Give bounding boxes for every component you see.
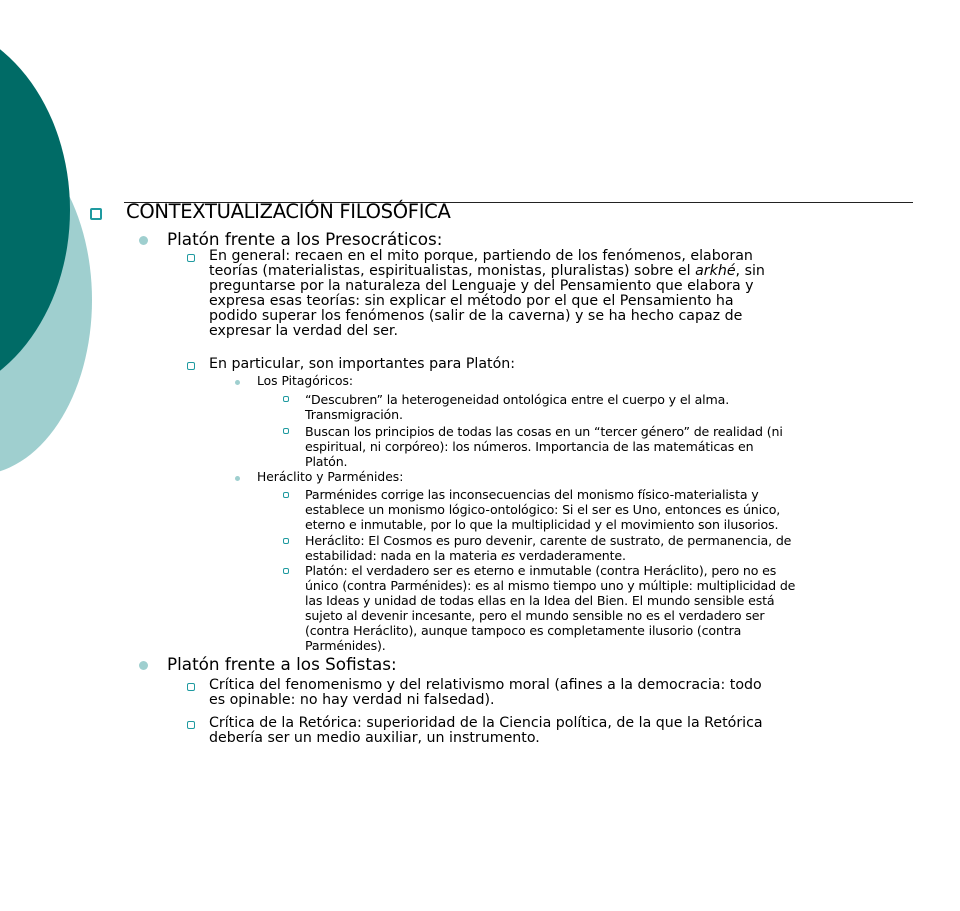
item-pitagoricos: Los Pitagóricos: xyxy=(257,374,354,388)
round-bullet-icon xyxy=(139,661,148,670)
text-line: “Descubren” la heterogeneidad ontológica entre el cuerpo y el alma. xyxy=(305,392,730,407)
text-line: Crítica del fenomenismo y del relativismo moral (afines a la democracia: todo xyxy=(209,677,762,693)
text-line: (contra Heráclito), aunque tampoco es completamente ilusorio (contra xyxy=(305,623,742,638)
text-line: Parménides corrige las inconsecuencias del monismo físico-materialista y xyxy=(305,487,759,502)
square-bullet-icon xyxy=(187,721,195,729)
round-bullet-icon xyxy=(235,476,240,481)
text-line: Platón: el verdadero ser es eterno e inmutable (contra Heráclito), pero no es xyxy=(305,563,777,578)
text-line: sujeto al devenir incesante, pero el mundo sensible no es el verdadero ser xyxy=(305,608,765,623)
square-bullet-icon xyxy=(283,492,289,498)
text-line: expresa esas teorías: sin explicar el método por el que el Pensamiento ha xyxy=(209,293,734,309)
text-line: eterno e inmutable, por lo que la multiplicidad y el movimiento son ilusorios. xyxy=(305,517,779,532)
text-emphasis: arkhé xyxy=(695,263,736,279)
paragraph-pitagoricos-2 xyxy=(305,424,783,469)
item-heraclito-parmenides: Heráclito y Parménides: xyxy=(257,470,404,484)
text-line: establece un monismo lógico-ontológico: Si el ser es Uno, entonces es único, xyxy=(305,502,781,517)
text-line: Parménides). xyxy=(305,638,386,653)
text-line: preguntarse por la naturaleza del Lenguaje y del Pensamiento que elabora y xyxy=(209,278,754,294)
square-bullet-icon xyxy=(187,254,195,262)
text-line: único (contra Parménides): es al mismo tiempo uno y múltiple: multiplicidad de xyxy=(305,578,796,593)
text-line: Crítica de la Retórica: superioridad de la Ciencia política, de la que la Retórica xyxy=(209,715,763,731)
paragraph-parmenides xyxy=(305,487,780,532)
paragraph-particular: En particular, son importantes para Platón: xyxy=(209,356,516,372)
text-line: Transmigración. xyxy=(305,407,403,422)
paragraph-pitagoricos-1 xyxy=(305,392,729,422)
round-bullet-icon xyxy=(235,380,240,385)
round-bullet-icon xyxy=(139,236,148,245)
text-line: podido superar los fenómenos (salir de la caverna) y se ha hecho capaz de xyxy=(209,308,743,324)
square-bullet-icon xyxy=(187,683,195,691)
square-bullet-icon xyxy=(187,362,195,370)
paragraph-heraclito xyxy=(305,533,791,563)
text-line: es opinable: no hay verdad ni falsedad). xyxy=(209,692,495,708)
text-line: Buscan los principios de todas las cosas en un “tercer género” de realidad (ni xyxy=(305,424,783,439)
subsection-title: Platón frente a los Presocráticos: xyxy=(167,229,443,249)
text-span: teorías (materialistas, espiritualistas, monistas, pluralistas) sobre el xyxy=(209,263,696,279)
text-line: Platón. xyxy=(305,454,348,469)
text-line: expresar la verdad del ser. xyxy=(209,323,398,339)
text-line: espiritual, ni corpóreo): los números. Importancia de las matemáticas en xyxy=(305,439,754,454)
section-heading: CONTEXTUALIZACIÓN FILOSÓFICA xyxy=(126,200,451,223)
text-line xyxy=(305,548,791,563)
paragraph-fenomenismo xyxy=(209,678,762,708)
square-bullet-icon xyxy=(283,568,289,574)
text-emphasis: es xyxy=(501,548,516,563)
text-line: debería ser un medio auxiliar, un instrumento. xyxy=(209,730,540,746)
text-span: , sin xyxy=(735,263,765,279)
text-line: las Ideas y unidad de todas ellas en la Idea del Bien. El mundo sensible está xyxy=(305,593,775,608)
square-bullet-icon xyxy=(283,538,289,544)
square-bullet-icon xyxy=(283,396,289,402)
text-span: verdaderamente. xyxy=(515,548,626,563)
text-line xyxy=(209,264,765,279)
paragraph-general xyxy=(209,249,765,339)
text-span: estabilidad: nada en la materia xyxy=(305,548,502,563)
square-bullet-icon xyxy=(283,428,289,434)
subsection-title: Platón frente a los Sofistas: xyxy=(167,654,397,674)
paragraph-platon xyxy=(305,563,795,653)
square-bullet-icon xyxy=(90,208,102,220)
text-line: Heráclito: El Cosmos es puro devenir, carente de sustrato, de permanencia, de xyxy=(305,533,792,548)
text-line: En general: recaen en el mito porque, partiendo de los fenómenos, elaboran xyxy=(209,248,753,264)
paragraph-retorica xyxy=(209,716,763,746)
